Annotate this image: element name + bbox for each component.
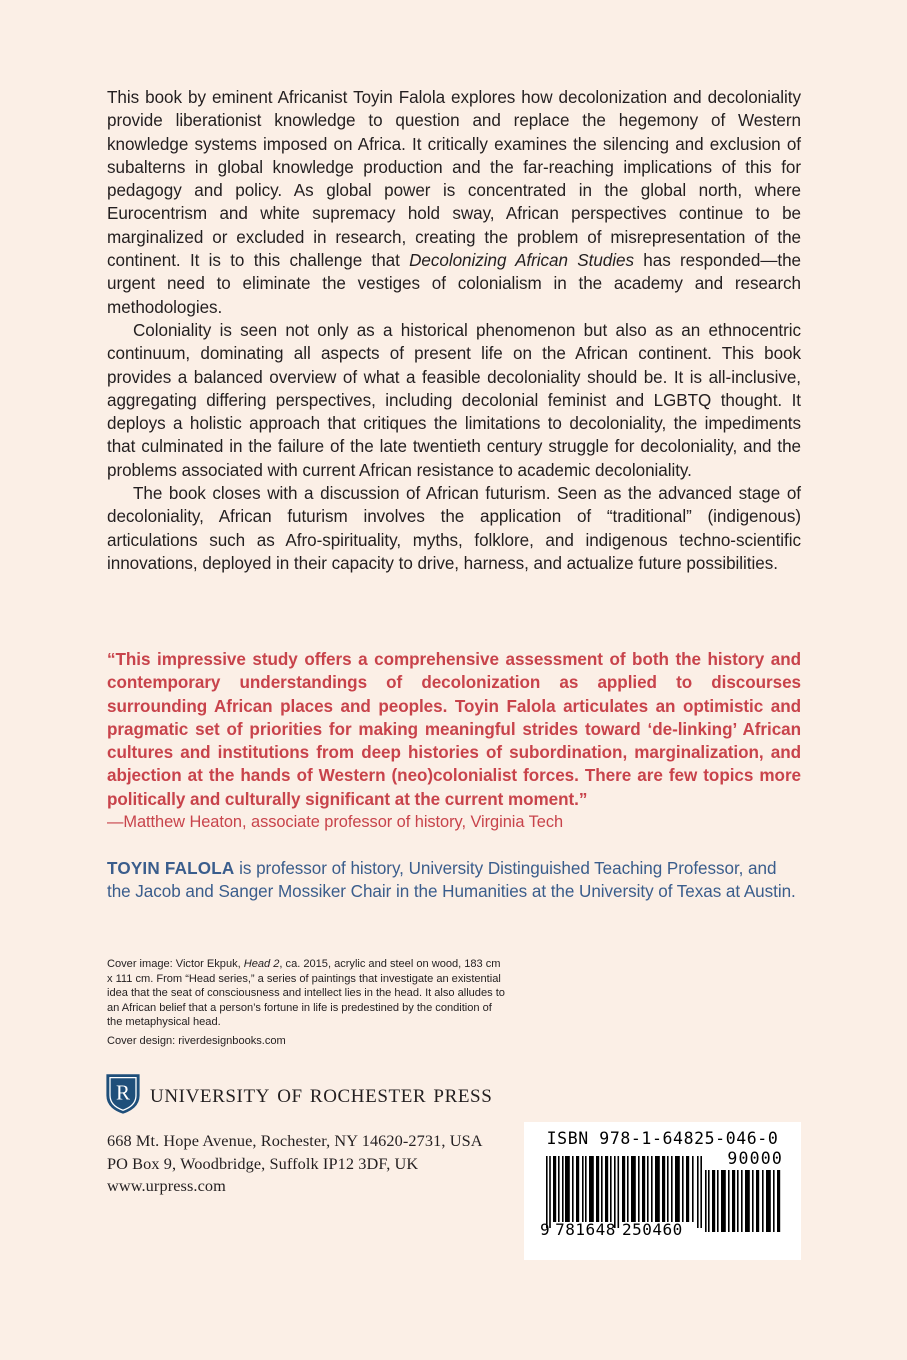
blurb-attribution: —Matthew Heaton, associate professor of history, Virginia Tech [107, 813, 564, 832]
blurb-quote: “This impressive study offers a comprehensive assessment of both the history and contemporary understandings of decolonization as applied to discourses surrounding African places and peoples. Toyin Falola articulates an optimistic and pragmatic set of priorities for making meaningful strides toward ‘de-linking’ African cultures and institutions from deep histories of subordination, marginalization, and abjection at the hands of Western (neo)colonialist forces. There are few topics more politically and culturally significant at the current moment.” [107, 650, 801, 809]
price-code: 90000 [727, 1149, 783, 1168]
description-paragraph-1-part-1: This book by eminent Africanist Toyin Falola explores how decolonization and decoloniality provide liberationist knowledge to question and replace the hegemony of Western knowledge systems imposed on Africa. It critically examines the silencing and exclusion of subalterns in global knowledge production and the far-reaching implications of this for pedagogy and policy. As global power is concentrated in the global north, where Eurocentrism and white supremacy hold sway, African perspectives continue to be marginalized or excluded in research, creating the problem of misrepresentation of the continent. It is to this challenge that [107, 88, 801, 271]
shield-letter: R [115, 1080, 131, 1105]
cover-image-credit-part-2: , ca. 2015, acrylic and steel on wood, 183 cm x 111 cm. From “Head series,” a series of paintings that investigate an existential idea that the seat of consciousness and intellect lies in the head. It also alludes to an African belief that a person’s fortune in life is predestined by the condition of the metaphysical head. [107, 958, 505, 1029]
publisher-address-block [107, 1130, 527, 1198]
book-title-italic: Decolonizing African Studies [409, 251, 634, 271]
cover-design-credit: Cover design: riverdesignbooks.com [107, 1034, 286, 1047]
ean13-bars-icon [546, 1156, 704, 1228]
author-bio-block [107, 857, 801, 904]
address-line-1: 668 Mt. Hope Avenue, Rochester, NY 14620-2731, USA [107, 1131, 483, 1150]
author-bio-text: is professor of history, University Distinguished Teaching Professor, and the Jacob and Sanger Mossiker Chair in the Humanities at the University of Texas at Austin. [107, 859, 796, 902]
publisher-website[interactable]: www.urpress.com [107, 1176, 226, 1196]
shield-logo-icon [106, 1073, 140, 1114]
cover-image-credit-part-1: Cover image: Victor Ekpuk, [107, 958, 244, 970]
ean-group-2: 250460 [621, 1220, 683, 1239]
publisher-name: university of rochester press [150, 1078, 493, 1108]
blurb-block [107, 648, 801, 834]
description-paragraph-1 [107, 86, 801, 319]
ean5-addon-bars-icon [705, 1170, 783, 1232]
publisher-logo-block [106, 1073, 492, 1114]
ean-group-1: 781648 [555, 1220, 616, 1239]
description-block [107, 86, 801, 575]
artwork-title-italic: Head 2 [243, 958, 280, 970]
isbn-label: ISBN 978-1-64825-046-0 [546, 1129, 779, 1148]
ean-lead-digit: 9 [540, 1220, 551, 1239]
barcode-bars-row [536, 1149, 789, 1239]
ean-digits [540, 1220, 683, 1239]
description-paragraph-3: The book closes with a discussion of African futurism. Seen as the advanced stage of decoloniality, African futurism involves the application of “traditional” (indigenous) articulations such as Afro-spirituality, myths, folklore, and indigenous techno-scientific innovations, deployed in their capacity to drive, harness, and actualize future possibilities. [107, 484, 801, 573]
cover-image-credit [107, 957, 507, 1030]
description-paragraph-2: Coloniality is seen not only as a historical phenomenon but also as an ethnocentric continuum, dominating all aspects of present life on the African continent. This book provides a balanced overview of what a feasible decoloniality should be. It is all-inclusive, aggregating differing perspectives, including decolonial feminist and LGBTQ thought. It deploys a holistic approach that critiques the limitations to decoloniality, the impediments that culminated in the failure of the late twentieth century struggle for decoloniality, and the problems associated with current African resistance to academic decoloniality. [107, 320, 801, 480]
isbn-barcode-block [524, 1122, 801, 1260]
author-bio-paragraph [107, 857, 801, 904]
author-name: TOYIN FALOLA [107, 859, 235, 878]
address-line-2: PO Box 9, Woodbridge, Suffolk IP12 3DF, UK [107, 1153, 419, 1173]
description-paragraph-1-part-2: has responded—the urgent need to eliminate the vestiges of colonialism in the academy and research methodologies. [107, 251, 802, 317]
cover-credit-block [107, 957, 507, 1049]
